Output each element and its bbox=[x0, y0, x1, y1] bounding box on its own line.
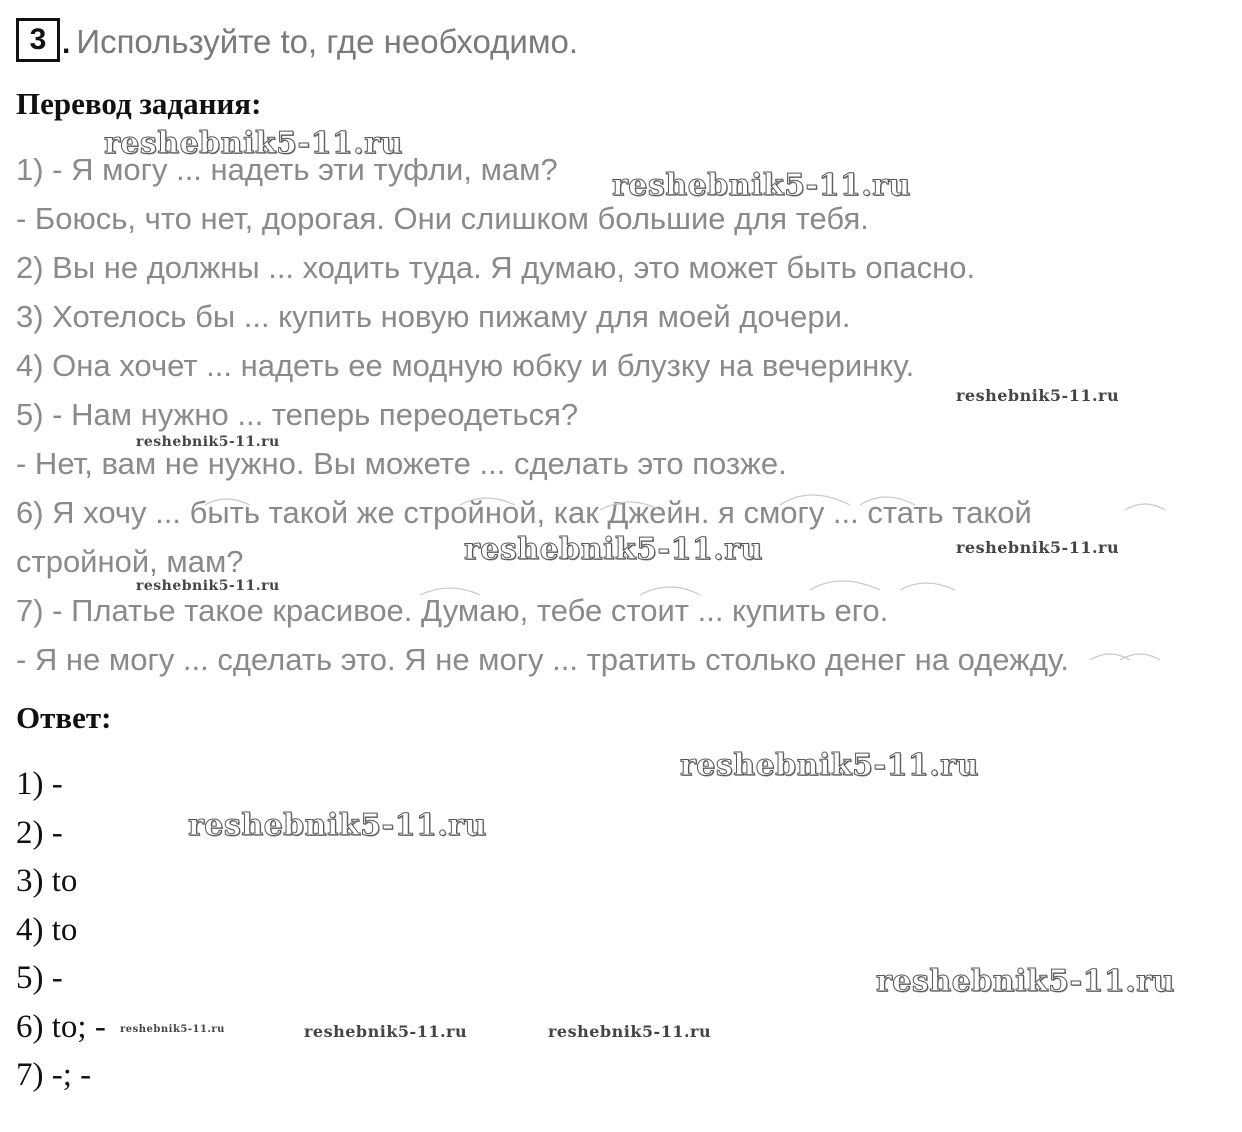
artifact-arc bbox=[1090, 654, 1130, 660]
artifact-arc bbox=[1125, 504, 1165, 510]
translation-line: 6) Я хочу ... быть такой же стройной, как Джейн. я смогу ... стать такой bbox=[16, 495, 1032, 530]
watermark: reshebnik5-11.ru bbox=[956, 386, 1120, 405]
watermark: reshebnik5-11.ru bbox=[956, 538, 1120, 557]
translation-line: - Нет, вам не нужно. Вы можете ... сделать это позже. bbox=[16, 446, 787, 481]
watermark: reshebnik5-11.ru bbox=[104, 126, 403, 161]
watermark: reshebnik5-11.ru bbox=[136, 578, 280, 594]
task-title: Используйте to, где необходимо. bbox=[76, 23, 579, 60]
translation-line: стройной, мам? bbox=[16, 544, 244, 579]
answer-heading: Ответ: bbox=[16, 700, 112, 735]
answer-line: 4) to bbox=[16, 911, 78, 948]
answer-line: 7) -; - bbox=[16, 1057, 92, 1093]
watermark: reshebnik5-11.ru bbox=[876, 964, 1175, 999]
task-header bbox=[16, 18, 578, 62]
translation-line: 5) - Нам нужно ... теперь переодеться? bbox=[16, 397, 579, 432]
translation-list bbox=[16, 150, 1069, 689]
answer-list bbox=[16, 763, 106, 1103]
task-number-dot: . bbox=[62, 27, 71, 60]
watermark: reshebnik5-11.ru bbox=[548, 1022, 712, 1041]
watermark: reshebnik5-11.ru bbox=[612, 168, 911, 203]
answer-line: 3) to bbox=[16, 863, 78, 899]
translation-line: - Я не могу ... сделать это. Я не могу ... тратить столько денег на одежду. bbox=[16, 642, 1069, 677]
watermark: reshebnik5-11.ru bbox=[188, 808, 487, 843]
watermark: reshebnik5-11.ru bbox=[136, 434, 280, 450]
task-number-box: 3 bbox=[16, 18, 60, 62]
translation-line: 7) - Платье такое красивое. Думаю, тебе стоит ... купить его. bbox=[16, 593, 889, 628]
answer-line: 5) - bbox=[16, 960, 63, 996]
translation-line: 1) - Я могу ... надеть эти туфли, мам? bbox=[16, 152, 558, 187]
translation-line: 2) Вы не должны ... ходить туда. Я думаю, это может быть опасно. bbox=[16, 250, 976, 285]
answer-line: 1) - bbox=[16, 766, 63, 802]
watermark: reshebnik5-11.ru bbox=[304, 1022, 468, 1041]
answer-line: 2) - bbox=[16, 814, 63, 851]
translation-line: - Боюсь, что нет, дорогая. Они слишком большие для тебя. bbox=[16, 201, 869, 236]
watermark: reshebnik5-11.ru bbox=[680, 748, 979, 783]
translation-heading: Перевод задания: bbox=[16, 86, 262, 121]
translation-line: 3) Хотелось бы ... купить новую пижаму для моей дочери. bbox=[16, 299, 851, 334]
watermark: reshebnik5-11.ru bbox=[464, 532, 763, 567]
artifact-arc bbox=[1120, 654, 1160, 660]
answer-line: 6) to; - bbox=[16, 1008, 106, 1045]
translation-line: 4) Она хочет ... надеть ее модную юбку и блузку на вечеринку. bbox=[16, 348, 915, 383]
watermark: reshebnik5-11.ru bbox=[120, 1024, 225, 1035]
